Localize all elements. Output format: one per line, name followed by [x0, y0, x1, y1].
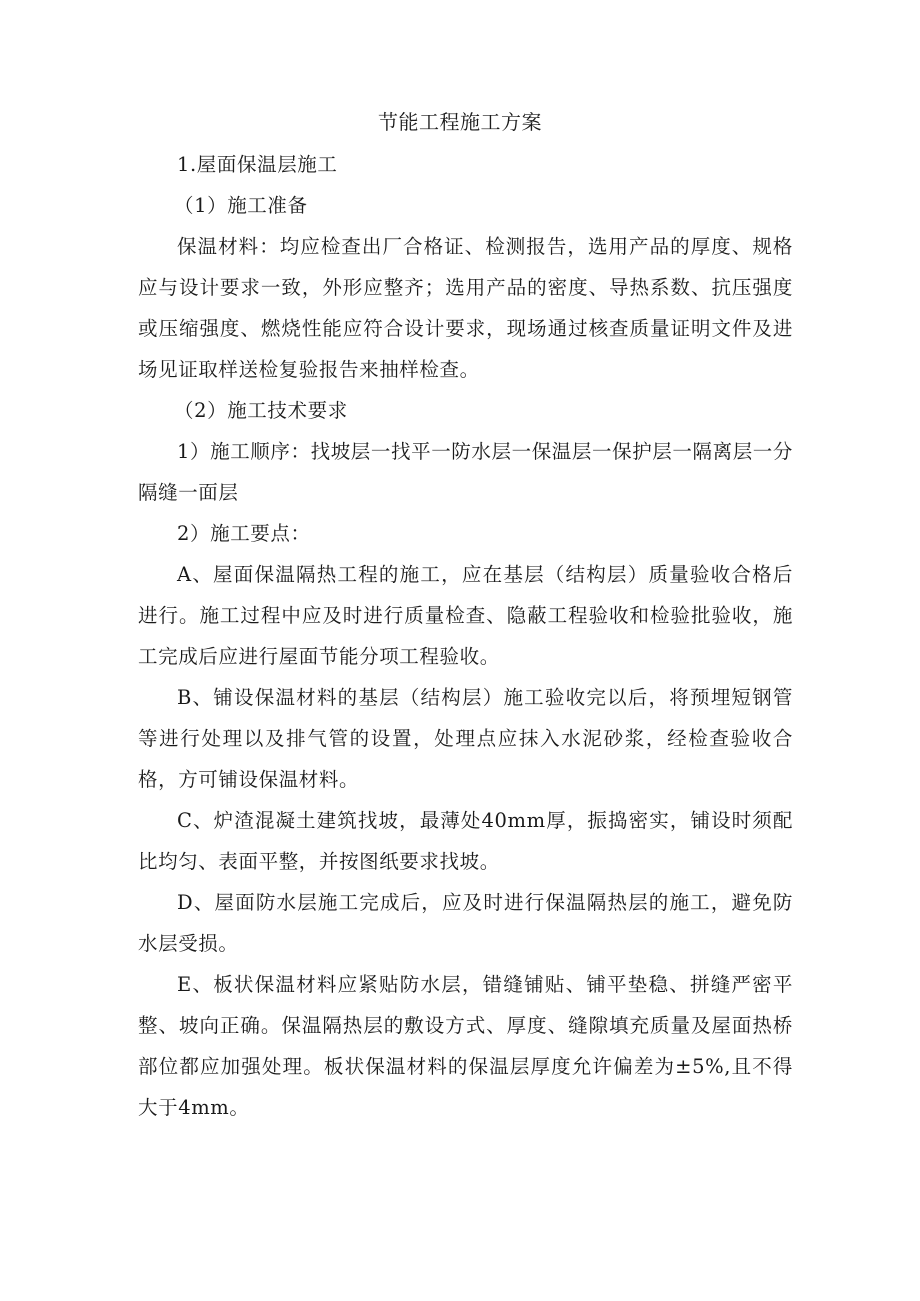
- document-body: [138, 144, 793, 1128]
- paragraph-point-d: D、屋面防水层施工完成后，应及时进行保温隔热层的施工，避免防水层受损。: [138, 891, 793, 955]
- subsection-heading-technical-requirements: （2）施工技术要求: [174, 399, 348, 422]
- paragraph-point-b: B、铺设保温材料的基层（结构层）施工验收完以后，将预埋短钢管等进行处理以及排气管的设置，处理点应抹入水泥砂浆，经检查验收合格，方可铺设保温材料。: [138, 686, 793, 791]
- paragraph-insulation-materials: 保温材料：均应检查出厂合格证、检测报告，选用产品的厚度、规格应与设计要求一致，外形应整齐；选用产品的密度、导热系数、抗压强度或压缩强度、燃烧性能应符合设计要求，现场通过核查质量证明文件及进场见证取样送检复验报告来抽样检查。: [138, 235, 793, 381]
- paragraph-construction-sequence: 1）施工顺序：找坡层一找平一防水层一保温层一保护层一隔离层一分隔缝一面层: [138, 440, 794, 504]
- paragraph-point-a: A、屋面保温隔热工程的施工，应在基层（结构层）质量验收合格后进行。施工过程中应及时进行质量检查、隐蔽工程验收和检验批验收，施工完成后应进行屋面节能分项工程验收。: [138, 563, 793, 668]
- paragraph-point-e: E、板状保温材料应紧贴防水层，错缝铺贴、铺平垫稳、拼缝严密平整、坡向正确。保温隔热层的敷设方式、厚度、缝隙填充质量及屋面热桥部位都应加强处理。板状保温材料的保温层厚度允许偏差为±5%,且不得大于4mm。: [138, 973, 793, 1119]
- subsection-heading-preparation: （1）施工准备: [174, 194, 308, 217]
- section-heading-roof-insulation: 1.屋面保温层施工: [177, 153, 338, 176]
- paragraph-key-points-heading: 2）施工要点：: [177, 522, 311, 545]
- paragraph-point-c: C、炉渣混凝土建筑找坡，最薄处40mm厚，振捣密实，铺设时须配比均匀、表面平整，并按图纸要求找坡。: [138, 809, 793, 873]
- document-title: 节能工程施工方案: [378, 110, 542, 134]
